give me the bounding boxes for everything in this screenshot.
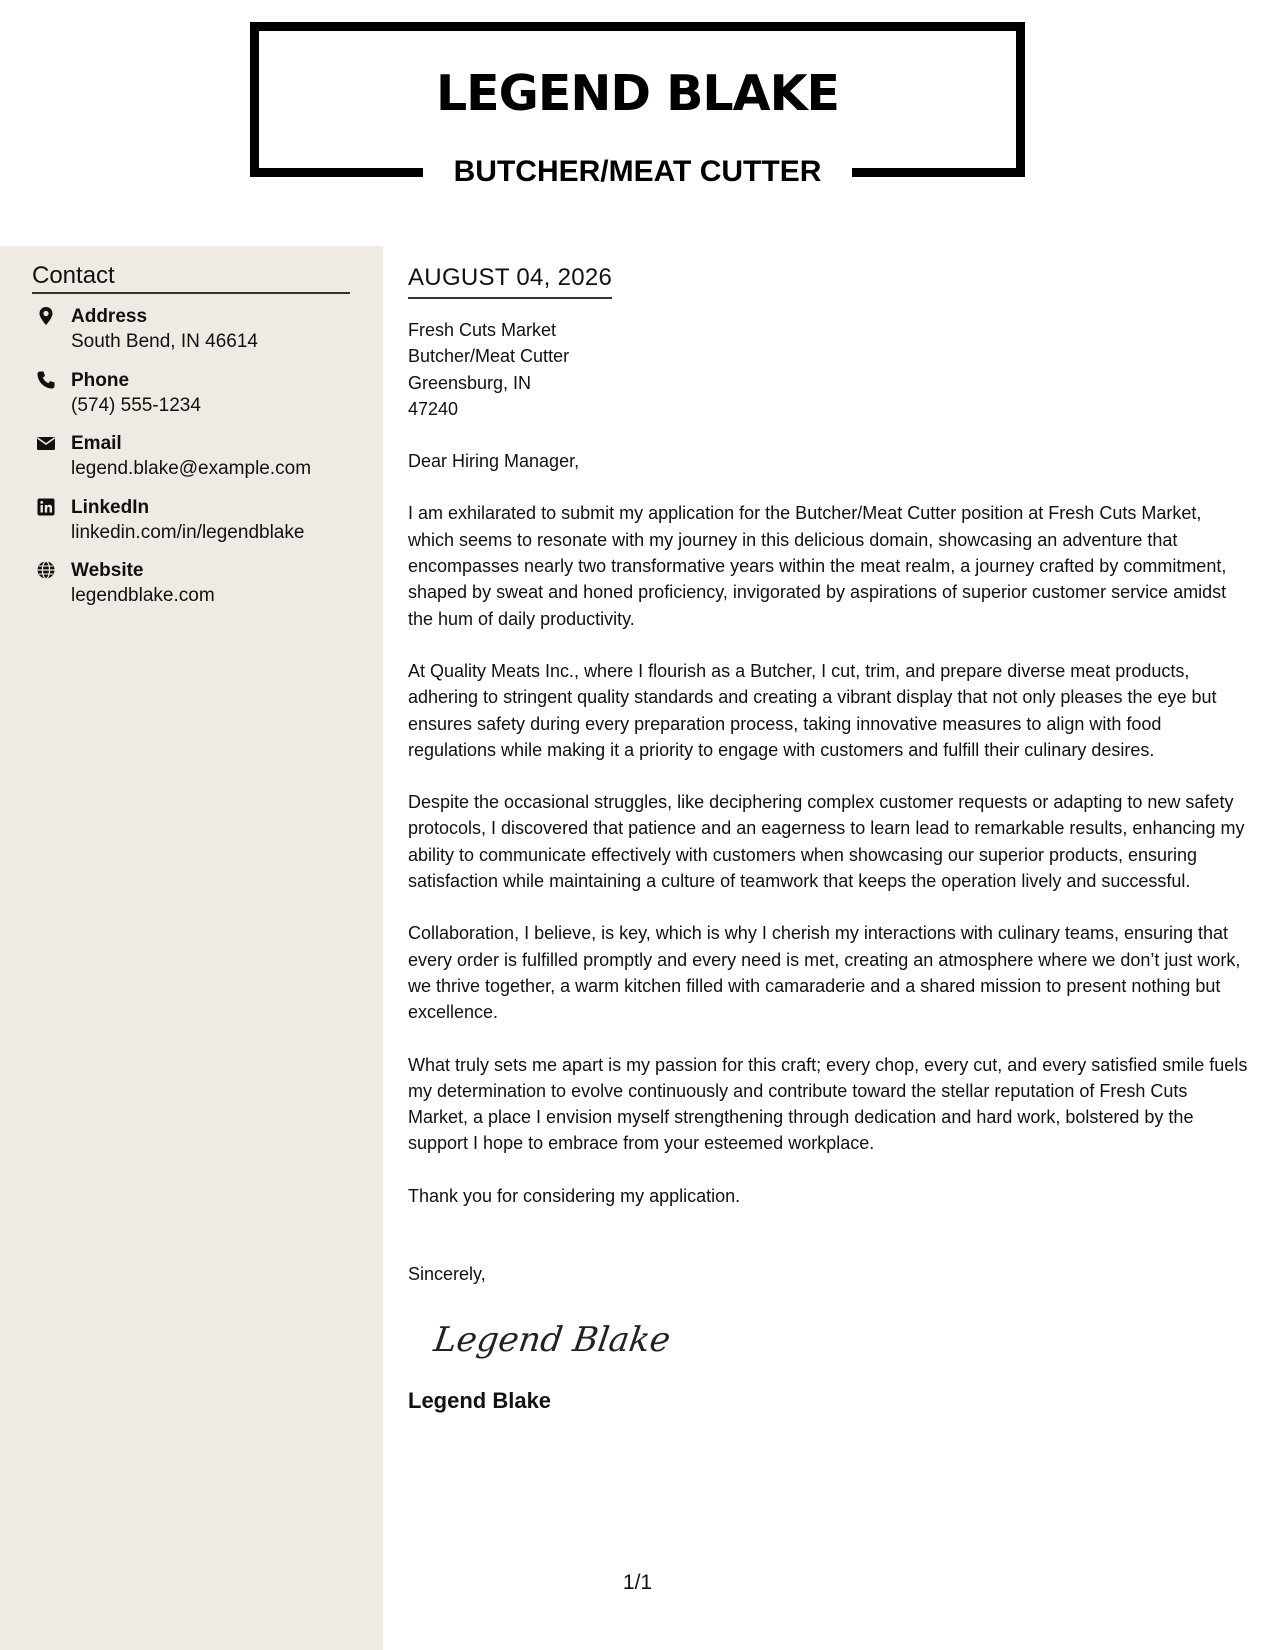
globe-icon [36, 560, 56, 580]
contact-item-website [32, 558, 372, 622]
signature-drawing [431, 1313, 673, 1369]
letter-date: AUGUST 04, 2026 [408, 262, 612, 299]
job-title: BUTCHER/MEAT CUTTER [453, 155, 822, 188]
contact-item-linkedin [32, 495, 372, 559]
candidate-name: LEGEND BLAKE [435, 65, 840, 122]
linkedin-icon [36, 497, 56, 517]
contact-label: LinkedIn [71, 496, 150, 518]
paragraph: I am exhilarated to submit my application for the Butcher/Meat Cutter position at Fresh Cuts Market, which seems to resonate with my journey in this delicious domain, showcasing an adventure that encompasses nearly two transformative years within the meat realm, a journey crafted by commitment, shaped by sweat and honed proficiency, invigorated by aspirations of superior customer service amidst the hum of daily productivity. [408, 503, 1227, 629]
recipient-city: Greensburg, IN [408, 372, 532, 393]
signature-image [431, 1313, 1248, 1369]
contact-item-address [32, 304, 372, 368]
phone-value: (574) 555-1234 [71, 394, 201, 416]
letter-body [408, 262, 1248, 1415]
map-pin-icon [36, 306, 56, 326]
header-frame-bottom-left [250, 168, 423, 177]
closing: Sincerely, [408, 1264, 486, 1285]
paragraph: Collaboration, I believe, is key, which is why I cherish my interactions with culinary teams, ensuring that every order is fulfilled promptly and every need is met, creating an atmosphere where we don’t just work, we thrive together, a warm kitchen filled with camaraderie and a shared mission to present nothing but excellence. [408, 923, 1241, 1023]
contact-label: Email [71, 433, 122, 454]
contact-label: Website [71, 560, 144, 581]
recipient-company: Fresh Cuts Market [408, 320, 557, 340]
signature-text: Legend Blake [431, 1320, 673, 1361]
contact-label: Phone [71, 369, 130, 391]
linkedin-value: linkedin.com/in/legendblake [71, 521, 305, 543]
address-value: South Bend, IN 46614 [71, 331, 258, 352]
contact-item-email [32, 431, 372, 495]
website-value: legendblake.com [71, 585, 215, 606]
paragraph: Despite the occasional struggles, like deciphering complex customer requests or adapting to new safety protocols, I discovered that patience and an eagerness to learn lead to remarkable results, enhancing my ability to communicate effectively with customers when showcasing our superior products, ensuring satisfaction while maintaining a culture of teamwork that keeps the operation lively and successful. [408, 792, 1245, 892]
paragraph: What truly sets me apart is my passion for this craft; every chop, every cut, and every satisfied smile fuels my determination to evolve continuously and contribute toward the stellar reputation of Fresh Cuts Market, a place I envision myself strengthening through dedication and hard work, bolstered by the support I hope to embrace from your esteemed workplace. [408, 1054, 1248, 1154]
contact-heading: Contact [32, 262, 350, 294]
recipient-zip: 47240 [408, 398, 459, 419]
phone-icon [36, 370, 56, 390]
recipient-position: Butcher/Meat Cutter [408, 346, 570, 367]
recipient-block [408, 317, 1248, 422]
contact-list [32, 304, 372, 622]
page-number: 1/1 [622, 1571, 653, 1594]
salutation: Dear Hiring Manager, [408, 451, 580, 472]
envelope-icon [36, 433, 56, 453]
header-frame-bottom-right [852, 168, 1025, 177]
thank-you-line: Thank you for considering my application. [408, 1185, 741, 1206]
contact-item-phone [32, 368, 372, 432]
paragraph: At Quality Meats Inc., where I flourish as a Butcher, I cut, trim, and prepare diverse meat products, adhering to stringent quality standards and creating a vibrant display that not only pleases the eye but ensures safety during every preparation process, taking innovative measures to align with food regulations while making it a priority to engage with customers and fulfill their culinary desires. [408, 660, 1217, 760]
contact-label: Address [71, 306, 148, 327]
signer-name: Legend Blake [408, 1388, 552, 1414]
email-value: legend.blake@example.com [71, 458, 312, 479]
